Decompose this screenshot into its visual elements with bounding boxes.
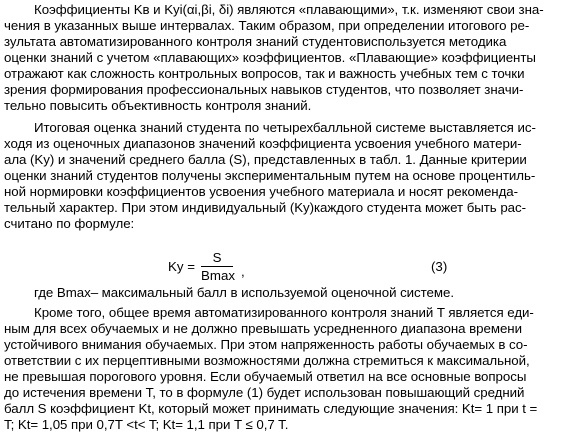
paragraph-1-line: отражают как сложность контрольных вопросов, так и важность учебных тем с точки [4, 66, 525, 81]
paragraph-3-line: не превышая порогового уровня. Если обучаемый ответил на все основные вопросы [4, 369, 527, 384]
paragraph-2-line: ной нормировки коэффициентов усвоения учебного материала и носят рекоменда- [4, 184, 519, 199]
paragraph-3-line: T; Kt= 1,05 при 0,7T <t< T; Kt= 1,1 при T ≤ 0,7 T. [4, 417, 289, 432]
paragraph-1-line: зультата автоматизированного контроля знаний студентовиспользуется методика [4, 34, 507, 49]
paragraph-2-line: тельный характер. При этом индивидуальный (Kу)каждого студента может быть рас- [4, 200, 526, 215]
paragraph-2-line: ала (Kу) и значений среднего балла (S), представленных в табл. 1. Данные критерии [4, 152, 527, 167]
paragraph-3-line: до истечения времени T, то в формуле (1) будет использован повышающий средний [4, 385, 525, 400]
paragraph-3-line: ответствии с их перцептивными возможностями должна стремиться к максимальной, [4, 353, 530, 368]
paragraph-2-line: ходя из оценочных диапазонов значений коэффициента усвоения учебного матери- [4, 136, 522, 151]
formula-number: (3) [431, 259, 448, 274]
fraction-bar [201, 266, 233, 267]
paragraph-3-line: Кроме того, общее время автоматизированного контроля знаний T является еди- [34, 305, 534, 320]
formula-fraction [201, 250, 233, 283]
paragraph-2-line: считано по формуле: [4, 216, 135, 231]
paragraph-2-line: Итоговая оценка знаний студента по четырехбалльной системе выставляется ис- [34, 120, 536, 135]
where-line: где Bmax– максимальный балл в используемой оценочной системе. [34, 285, 454, 300]
formula-lhs: Kу = [168, 259, 195, 274]
paragraph-1-line: тельно повысить объективность контроля знаний. [4, 98, 312, 113]
formula-denominator: Bmax [201, 268, 235, 283]
formula-3 [168, 250, 458, 284]
paragraph-1-line: зрения формирования профессиональных навыков студентов, что позволяет значи- [4, 82, 524, 97]
paragraph-1-line: оценки знаний с учетом «плавающих» коэффициентов. «Плавающие» коэффициенты [4, 50, 536, 65]
paragraph-1-line: чения в указанных выше интервалах. Таким образом, при определении итогового ре- [4, 18, 530, 33]
paragraph-3-line: устойчивого внимания обучаемых. При этом напряженность работы обучаемых в со- [4, 337, 528, 352]
paragraph-3-line: ным для всех обучаемых и не должно превышать усредненного диапазона времени [4, 321, 522, 336]
paragraph-3-line: балл S коэффициент Kt, который может принимать следующие значения: Kt= 1 при t = [4, 401, 538, 416]
paragraph-2-line: оценки знаний студентов получены экспериментальным путем на основе процентиль- [4, 168, 536, 183]
formula-comma: , [241, 264, 245, 279]
formula-numerator: S [212, 250, 222, 265]
paragraph-1-line: Коэффициенты Kв и Kуi(αi,βi, δi) являются «плавающими», т.к. изменяют свои зна- [34, 2, 544, 17]
